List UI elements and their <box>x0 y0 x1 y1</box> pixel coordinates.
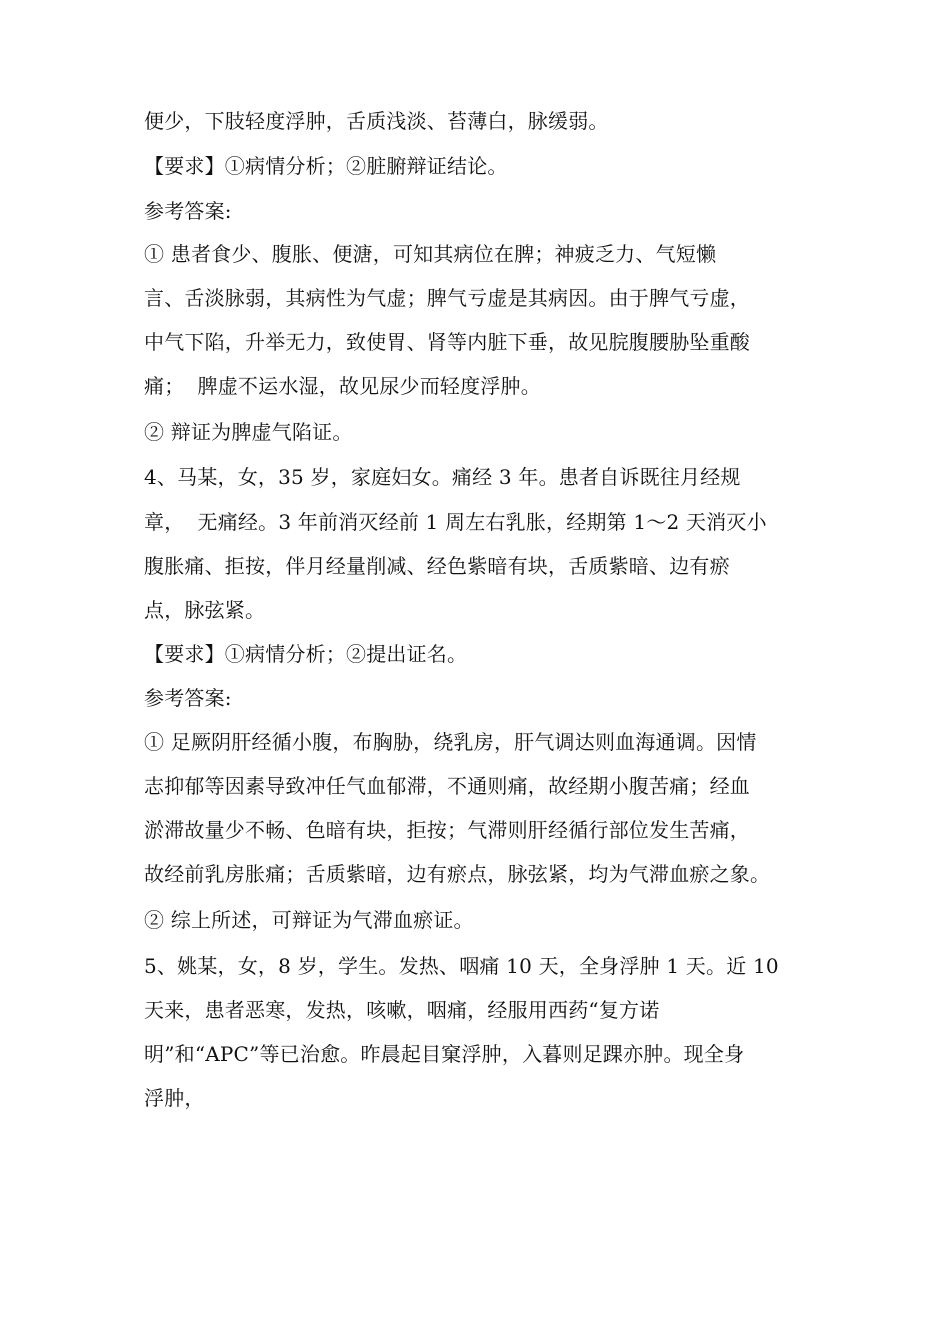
text-line: 淤滞故量少不畅、色暗有块，拒按；气滞则肝经循行部位发生苦痛， <box>144 818 750 842</box>
case-heading: 4、马某，女，35 岁，家庭妇女。痛经 3 年。患者自诉既往月经规 <box>144 465 741 489</box>
text-line: 故经前乳房胀痛；舌质紫暗，边有瘀点，脉弦紧，均为气滞血瘀之象。 <box>144 862 771 886</box>
text-line: 明”和“APC”等已治愈。昨晨起目窠浮肿，入暮则足踝亦肿。现全身 <box>144 1042 745 1066</box>
text-line: 浮肿， <box>144 1086 205 1110</box>
answer-heading: 参考答案: <box>144 199 232 223</box>
text-line: ① 患者食少、腹胀、便溏，可知其病位在脾；神疲乏力、气短懒 <box>144 242 717 266</box>
text-line: 言、舌淡脉弱，其病性为气虚；脾气亏虚是其病因。由于脾气亏虚， <box>144 286 750 310</box>
requirement-line: 【要求】①病情分析；②提出证名。 <box>144 642 468 666</box>
text-line: ② 辩证为脾虚气陷证。 <box>144 420 353 444</box>
text-line: ② 综上所述，可辩证为气滞血瘀证。 <box>144 908 474 932</box>
text-line: ① 足厥阴肝经循小腹，布胸胁，绕乳房，肝气调达则血海通调。因情 <box>144 730 757 754</box>
text-line: 志抑郁等因素导致冲任气血郁滞，不通则痛，故经期小腹苦痛；经血 <box>144 774 750 798</box>
text-line: 腹胀痛、拒按，伴月经量削减、经色紫暗有块，舌质紫暗、边有瘀 <box>144 554 730 578</box>
text-line: 痛； 脾虚不运水湿，故见尿少而轻度浮肿。 <box>144 374 541 398</box>
text-line: 中气下陷，升举无力，致使胃、肾等内脏下垂，故见脘腹腰胁坠重酸 <box>144 330 750 354</box>
text-line: 天来，患者恶寒，发热，咳嗽，咽痛，经服用西药“复方诺 <box>144 998 660 1022</box>
text-line: 便少，下肢轻度浮肿，舌质浅淡、苔薄白，脉缓弱。 <box>144 109 609 133</box>
text-line: 章， 无痛经。3 年前消灭经前 1 周左右乳胀，经期第 1～2 天消灭小 <box>144 510 767 534</box>
case-heading: 5、姚某，女，8 岁，学生。发热、咽痛 10 天，全身浮肿 1 天。近 10 <box>144 954 779 978</box>
text-line: 点，脉弦紧。 <box>144 598 266 622</box>
requirement-line: 【要求】①病情分析；②脏腑辩证结论。 <box>144 154 508 178</box>
answer-heading: 参考答案: <box>144 686 232 710</box>
